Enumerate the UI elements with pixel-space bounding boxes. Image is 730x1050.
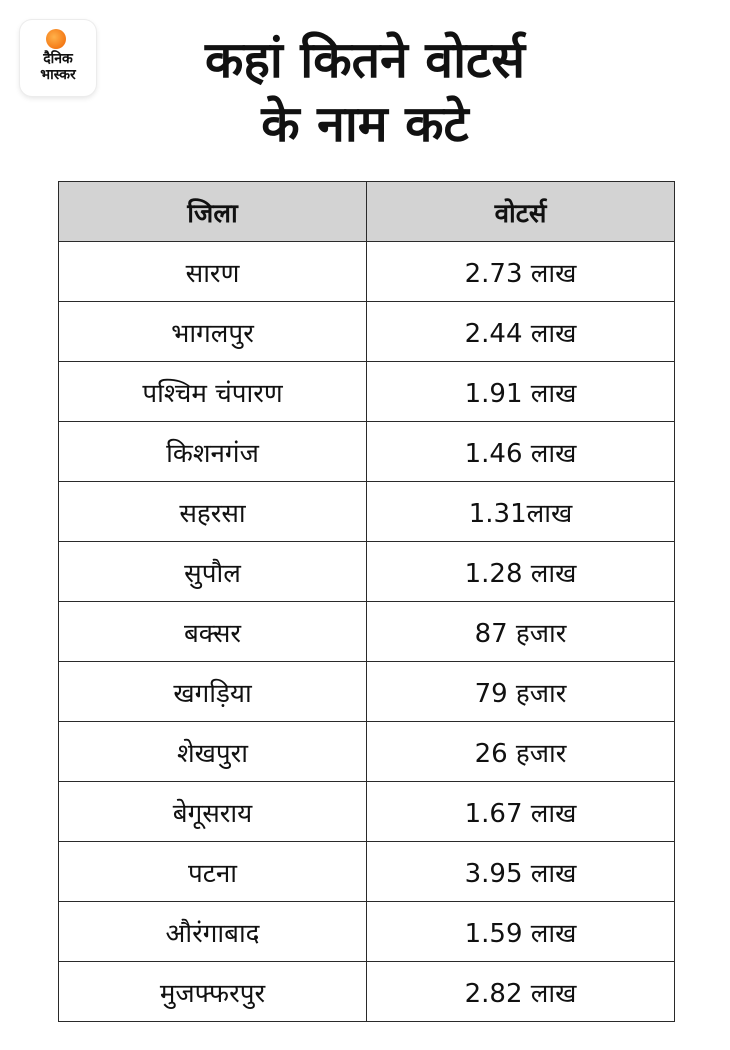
table-row (59, 962, 675, 1022)
district-cell: बक्सर (59, 602, 367, 662)
district-cell: पटना (59, 842, 367, 902)
table-row (59, 662, 675, 722)
table-row (59, 422, 675, 482)
table-row (59, 482, 675, 542)
voters-cell: 1.91 लाख (367, 362, 675, 422)
voters-cell: 1.31लाख (367, 482, 675, 542)
district-cell: सारण (59, 242, 367, 302)
voters-cell: 3.95 लाख (367, 842, 675, 902)
voters-cell: 1.28 लाख (367, 542, 675, 602)
voters-cell: 1.67 लाख (367, 782, 675, 842)
table-row (59, 782, 675, 842)
dainik-bhaskar-logo (20, 20, 96, 96)
logo-text-line2: भास्कर (40, 67, 76, 83)
voters-cell: 1.59 लाख (367, 902, 675, 962)
district-cell: औरंगाबाद (59, 902, 367, 962)
district-cell: किशनगंज (59, 422, 367, 482)
title-line2: के नाम कटे (261, 95, 469, 153)
sun-icon (46, 29, 66, 49)
voters-cell: 2.73 लाख (367, 242, 675, 302)
voters-cell: 2.82 लाख (367, 962, 675, 1022)
page-title (110, 28, 620, 156)
logo-text-line1: दैनिक (43, 51, 73, 67)
table-row (59, 242, 675, 302)
table-header-row (59, 182, 675, 242)
table-row (59, 602, 675, 662)
voters-cell: 26 हजार (367, 722, 675, 782)
table-row (59, 362, 675, 422)
district-cell: बेगूसराय (59, 782, 367, 842)
voters-cell: 79 हजार (367, 662, 675, 722)
voters-cell: 1.46 लाख (367, 422, 675, 482)
header-district: जिला (59, 182, 367, 242)
voters-table (58, 181, 675, 1022)
district-cell: खगड़िया (59, 662, 367, 722)
title-line1: कहां कितने वोटर्स (204, 31, 526, 89)
voters-table-container (58, 181, 674, 1022)
district-cell: सुपौल (59, 542, 367, 602)
table-row (59, 302, 675, 362)
table-row (59, 842, 675, 902)
header-voters: वोटर्स (367, 182, 675, 242)
table-row (59, 722, 675, 782)
district-cell: सहरसा (59, 482, 367, 542)
table-row (59, 542, 675, 602)
table-row (59, 902, 675, 962)
voters-cell: 2.44 लाख (367, 302, 675, 362)
voters-cell: 87 हजार (367, 602, 675, 662)
district-cell: भागलपुर (59, 302, 367, 362)
district-cell: शेखपुरा (59, 722, 367, 782)
district-cell: मुजफ्फरपुर (59, 962, 367, 1022)
district-cell: पश्चिम चंपारण (59, 362, 367, 422)
